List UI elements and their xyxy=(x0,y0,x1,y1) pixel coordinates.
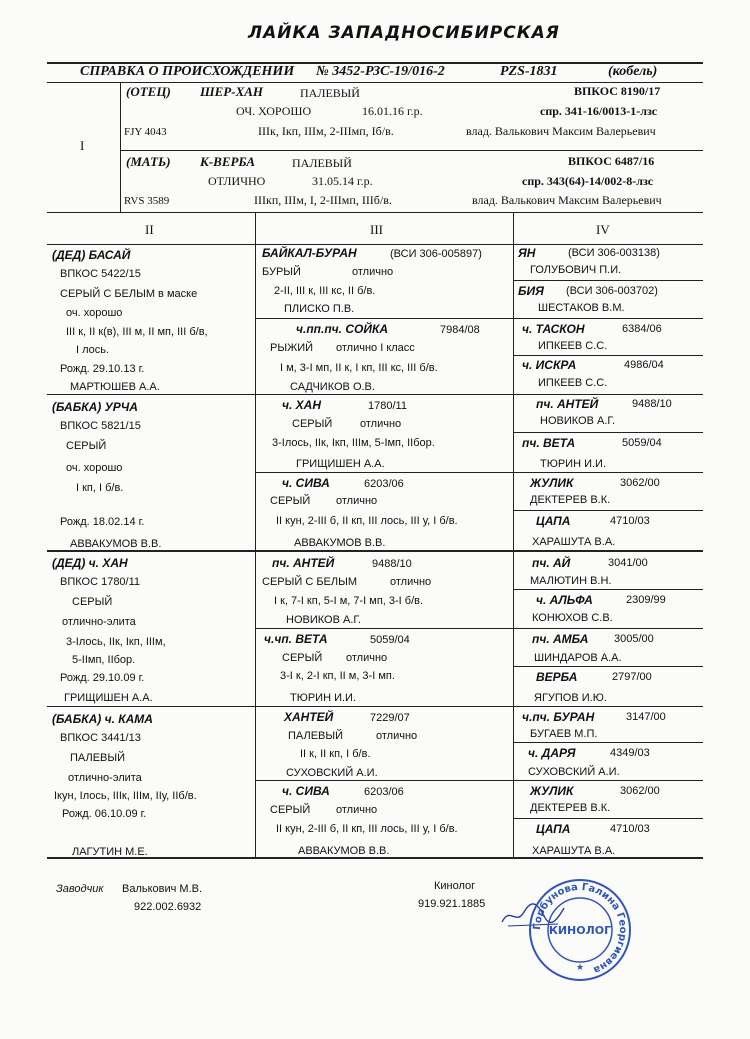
entry-reg: 3147/00 xyxy=(626,711,666,723)
entry-name: (БАБКА) ч. КАМА xyxy=(52,712,153,726)
entry-reg: 9488/10 xyxy=(632,398,672,410)
entry-reg: 3062/00 xyxy=(620,477,660,489)
entry-reg: 4710/03 xyxy=(610,515,650,527)
entry-name: ч. ТАСКОН xyxy=(522,322,585,336)
rule xyxy=(513,666,703,667)
entry-color: РЫЖИЙ xyxy=(270,342,314,354)
entry-grade: отлично xyxy=(376,730,418,742)
certificate-title: СПРАВКА О ПРОИСХОЖДЕНИИ xyxy=(80,64,295,79)
pzs-number: PZS-1831 xyxy=(500,64,558,79)
entry-name: пч. АНТЕЙ xyxy=(536,397,599,411)
entry-breeder: ШИНДАРОВ А.А. xyxy=(534,652,622,664)
entry-reg: 7229/07 xyxy=(370,712,410,724)
entry-name: ЖУЛИК xyxy=(530,476,574,490)
entry-name: ч.пп.пч. СОЙКА xyxy=(296,322,388,336)
entry-name: ч. ИСКРА xyxy=(522,358,577,372)
entry-reg: (ВСИ 306-005897) xyxy=(390,248,482,260)
entry-breeder: ИПКЕЕВ С.С. xyxy=(538,340,608,352)
entry-breeder: СУХОВСКИЙ А.И. xyxy=(528,766,620,778)
rule xyxy=(513,212,514,857)
entry-breeder: АВВАКУМОВ В.В. xyxy=(298,845,390,857)
rule xyxy=(255,780,703,781)
entry-name: БАЙКАЛ-БУРАН xyxy=(262,246,357,260)
entry-diplomas: II к, II кп, I б/в. xyxy=(300,748,371,760)
rule xyxy=(47,82,703,83)
rule xyxy=(47,550,703,552)
breeder-phone: 922.002.6932 xyxy=(134,901,202,913)
page-title: ЛАЙКА ЗАПАДНОСИБИРСКАЯ xyxy=(248,23,560,43)
entry-reg: 3005/00 xyxy=(614,633,654,645)
mother-grade: ОТЛИЧНО xyxy=(208,174,266,188)
rule xyxy=(47,706,703,707)
entry-breeder: БУГАЕВ М.П. xyxy=(530,728,598,740)
entry-dob: Рожд. 29.10.09 г. xyxy=(60,672,145,684)
entry-breeder: КОНЮХОВ С.В. xyxy=(532,612,613,624)
entry-breeder: СУХОВСКИЙ А.И. xyxy=(286,767,378,779)
entry-name: ч. ХАН xyxy=(282,398,321,412)
kinolog-phone: 919.921.1885 xyxy=(418,898,486,910)
entry-name: (БАБКА) УРЧА xyxy=(52,400,138,414)
entry-breeder: ТЮРИН И.И. xyxy=(540,458,606,470)
certificate-number: № 3452-РЗС-19/016-2 xyxy=(316,64,445,79)
entry-name: ХАНТЕЙ xyxy=(284,710,334,724)
entry-reg: 6384/06 xyxy=(622,323,662,335)
entry-diplomas-2: I лось. xyxy=(76,344,110,356)
entry-breeder: ГОЛУБОВИЧ П.И. xyxy=(530,264,622,276)
stamp-star-icon: ★ xyxy=(575,963,585,973)
entry-grade: оч. хорошо xyxy=(66,307,123,319)
entry-name: ЦАПА xyxy=(536,514,571,528)
entry-breeder: ПЛИСКО П.В. xyxy=(284,303,355,315)
entry-grade: отлично xyxy=(352,266,394,278)
entry-reg: (ВСИ 306-003138) xyxy=(568,247,660,259)
breeder-name: Валькович М.В. xyxy=(122,883,203,895)
father-diplomas: IIIк, Iкп, IIIм, 2-IIIмп, Iб/в. xyxy=(258,124,394,138)
entry-reg: 3041/00 xyxy=(608,557,648,569)
rule xyxy=(47,394,703,395)
rule xyxy=(513,818,703,819)
father-grade: ОЧ. ХОРОШО xyxy=(236,104,312,118)
entry-color: СЕРЫЙ xyxy=(270,495,311,507)
rule xyxy=(255,628,703,629)
entry-grade: отлично I класс xyxy=(336,342,415,354)
entry-name: ЦАПА xyxy=(536,822,571,836)
mother-reg: ВПКОС 6487/16 xyxy=(568,154,655,168)
entry-grade: отлично xyxy=(336,495,378,507)
mother-role: (МАТЬ) xyxy=(126,154,171,169)
rule xyxy=(513,280,703,281)
entry-color: СЕРЫЙ xyxy=(270,804,311,816)
entry-name: пч. АМБА xyxy=(532,632,589,646)
sex: (кобель) xyxy=(608,64,658,79)
entry-color: ПАЛЕВЫЙ xyxy=(70,752,126,764)
entry-diplomas: I кп, I б/в. xyxy=(76,482,124,494)
entry-reg: ВПКОС 5821/15 xyxy=(60,420,141,432)
entry-reg: 6203/06 xyxy=(364,478,404,490)
entry-reg: 4710/03 xyxy=(610,823,650,835)
rule xyxy=(513,742,703,743)
entry-diplomas: 3-Iлось, IIк, Iкп, IIIм, xyxy=(66,636,166,648)
entry-name: пч. ВЕТА xyxy=(522,436,576,450)
rule xyxy=(47,212,703,213)
entry-breeder: АВВАКУМОВ В.В. xyxy=(70,538,162,550)
entry-color: СЕРЫЙ xyxy=(72,596,113,608)
entry-breeder: ИПКЕЕВ С.С. xyxy=(538,377,608,389)
father-name: ШЕР-ХАН xyxy=(200,84,264,99)
entry-grade: отлично xyxy=(336,804,378,816)
entry-diplomas: II кун, 2-III б, II кп, III лось, III у, I б/в. xyxy=(276,515,458,527)
kinolog-label: Кинолог xyxy=(434,880,476,892)
stamp-center-text: КИНОЛОГ xyxy=(548,924,612,937)
entry-name: ч.чп. ВЕТА xyxy=(264,632,328,646)
entry-grade: отлично-элита xyxy=(62,616,136,628)
entry-grade: отлично xyxy=(346,652,388,664)
entry-breeder: НОВИКОВ А.Г. xyxy=(540,415,616,427)
mother-color: ПАЛЕВЫЙ xyxy=(292,156,352,170)
entry-name: ч. АЛЬФА xyxy=(536,593,593,607)
mother-owner: влад. Валькович Максим Валерьевич xyxy=(472,193,662,207)
entry-breeder: МАРТЮШЕВ А.А. xyxy=(70,381,160,393)
section-label-i: I xyxy=(80,138,85,153)
entry-breeder: ГРИЩИШЕН А.А. xyxy=(296,458,385,470)
entry-color: СЕРЫЙ xyxy=(66,440,107,452)
entry-reg: 7984/08 xyxy=(440,324,480,336)
entry-breeder: МАЛЮТИН В.Н. xyxy=(530,575,612,587)
entry-reg: 2797/00 xyxy=(612,671,652,683)
rule xyxy=(255,472,703,473)
entry-name: (ДЕД) ч. ХАН xyxy=(52,556,128,570)
entry-color: СЕРЫЙ xyxy=(282,652,323,664)
entry-diplomas: 3-I к, 2-I кп, II м, 3-I мп. xyxy=(280,670,395,682)
entry-name: ЯН xyxy=(518,246,536,260)
rule xyxy=(255,212,256,857)
entry-breeder: ДЕКТЕРЕВ В.К. xyxy=(530,494,611,506)
entry-reg: ВПКОС 1780/11 xyxy=(60,576,141,588)
entry-color: БУРЫЙ xyxy=(262,266,301,278)
rule xyxy=(255,318,703,319)
entry-dob: Рожд. 29.10.13 г. xyxy=(60,363,145,375)
entry-name: ч.пч. БУРАН xyxy=(522,710,595,724)
rule xyxy=(120,150,703,151)
entry-grade: отлично xyxy=(390,576,432,588)
entry-color: ПАЛЕВЫЙ xyxy=(288,730,344,742)
father-owner: влад. Валькович Максим Валерьевич xyxy=(466,124,656,138)
entry-diplomas-2: 5-IIмп, IIбор. xyxy=(72,654,136,666)
rule xyxy=(513,355,703,356)
entry-reg: 5059/04 xyxy=(622,437,662,449)
stamp-arc-text: Горбунова Галина Георгиевна xyxy=(531,881,629,976)
entry-reg: 5059/04 xyxy=(370,634,410,646)
entry-grade: отлично xyxy=(360,418,402,430)
entry-reg: 9488/10 xyxy=(372,558,412,570)
entry-breeder: ТЮРИН И.И. xyxy=(290,692,356,704)
entry-breeder: ЯГУПОВ И.Ю. xyxy=(534,692,607,704)
entry-name: ч. ДАРЯ xyxy=(528,746,576,760)
entry-diplomas: I к, 7-I кп, 5-I м, 7-I мп, 3-I б/в. xyxy=(274,595,424,607)
entry-diplomas: II кун, 2-III б, II кп, III лось, III у, I б/в. xyxy=(276,823,458,835)
entry-name: пч. АНТЕЙ xyxy=(272,556,335,570)
father-dob: 16.01.16 г.р. xyxy=(362,104,423,118)
entry-color: СЕРЫЙ С БЕЛЫМ в маске xyxy=(60,288,198,300)
entry-breeder: ГРИЩИШЕН А.А. xyxy=(64,692,153,704)
rule xyxy=(513,432,703,433)
father-reg: ВПКОС 8190/17 xyxy=(574,84,661,98)
entry-name: пч. АЙ xyxy=(532,556,571,570)
father-color: ПАЛЕВЫЙ xyxy=(300,86,360,100)
entry-reg: 1780/11 xyxy=(368,400,407,412)
column-header-iii: III xyxy=(370,222,383,237)
mother-name: К-ВЕРБА xyxy=(200,154,256,169)
entry-name: БИЯ xyxy=(518,284,544,298)
father-chip: FJY 4043 xyxy=(124,126,167,138)
entry-color: СЕРЫЙ xyxy=(292,418,333,430)
column-header-iv: IV xyxy=(596,222,610,237)
entry-grade: оч. хорошо xyxy=(66,462,123,474)
mother-diplomas: IIIкп, IIIм, I, 2-IIIмп, IIIб/в. xyxy=(254,193,392,207)
entry-diplomas: I м, 3-I мп, II к, I кп, III кс, III б/в. xyxy=(280,362,438,374)
entry-breeder: ДЕКТЕРЕВ В.К. xyxy=(530,802,611,814)
father-spr: спр. 341-16/0013-1-лзс xyxy=(540,104,658,118)
entry-name: ЖУЛИК xyxy=(530,784,574,798)
entry-diplomas: III к, II к(в), III м, II мп, III б/в, xyxy=(66,326,208,338)
entry-reg: ВПКОС 5422/15 xyxy=(60,268,141,280)
entry-breeder: ЛАГУТИН М.Е. xyxy=(72,846,148,858)
entry-name: ч. СИВА xyxy=(282,784,330,798)
rule xyxy=(513,510,703,511)
entry-breeder: ШЕСТАКОВ В.М. xyxy=(538,302,625,314)
entry-name: (ДЕД) БАСАЙ xyxy=(52,248,131,262)
entry-dob: Рожд. 06.10.09 г. xyxy=(62,808,147,820)
father-role: (ОТЕЦ) xyxy=(126,84,171,99)
entry-dob: Рожд. 18.02.14 г. xyxy=(60,516,145,528)
entry-reg: 4986/04 xyxy=(624,359,664,371)
rule xyxy=(47,244,703,245)
entry-diplomas: 2-II, III к, III кс, II б/в. xyxy=(274,285,376,297)
entry-name: ВЕРБА xyxy=(536,670,578,684)
entry-diplomas: 3-Iлось, IIк, Iкп, IIIм, 5-Iмп, IIбор. xyxy=(272,437,435,449)
entry-diplomas: Iкун, Iлось, IIIк, IIIм, IIу, IIб/в. xyxy=(54,790,197,802)
entry-breeder: САДЧИКОВ О.В. xyxy=(290,381,375,393)
entry-reg: 2309/99 xyxy=(626,594,666,606)
entry-breeder: АВВАКУМОВ В.В. xyxy=(294,537,386,549)
entry-color: СЕРЫЙ С БЕЛЫМ xyxy=(262,576,357,588)
entry-reg: 3062/00 xyxy=(620,785,660,797)
entry-breeder: ХАРАШУТА В.А. xyxy=(532,536,616,548)
kinolog-stamp xyxy=(528,878,632,982)
mother-spr: спр. 343(64)-14/002-8-лзс xyxy=(522,174,654,188)
entry-reg: 4349/03 xyxy=(610,747,650,759)
entry-breeder: НОВИКОВ А.Г. xyxy=(286,614,362,626)
entry-reg: ВПКОС 3441/13 xyxy=(60,732,141,744)
entry-grade: отлично-элита xyxy=(68,772,142,784)
rule xyxy=(120,82,121,212)
entry-reg: 6203/06 xyxy=(364,786,404,798)
rule xyxy=(513,589,703,590)
mother-dob: 31.05.14 г.р. xyxy=(312,174,373,188)
entry-breeder: ХАРАШУТА В.А. xyxy=(532,845,616,857)
column-header-ii: II xyxy=(145,222,154,237)
entry-name: ч. СИВА xyxy=(282,476,330,490)
breeder-label: Заводчик xyxy=(56,883,104,895)
mother-chip: RVS 3589 xyxy=(124,195,170,207)
entry-reg: (ВСИ 306-003702) xyxy=(566,285,658,297)
